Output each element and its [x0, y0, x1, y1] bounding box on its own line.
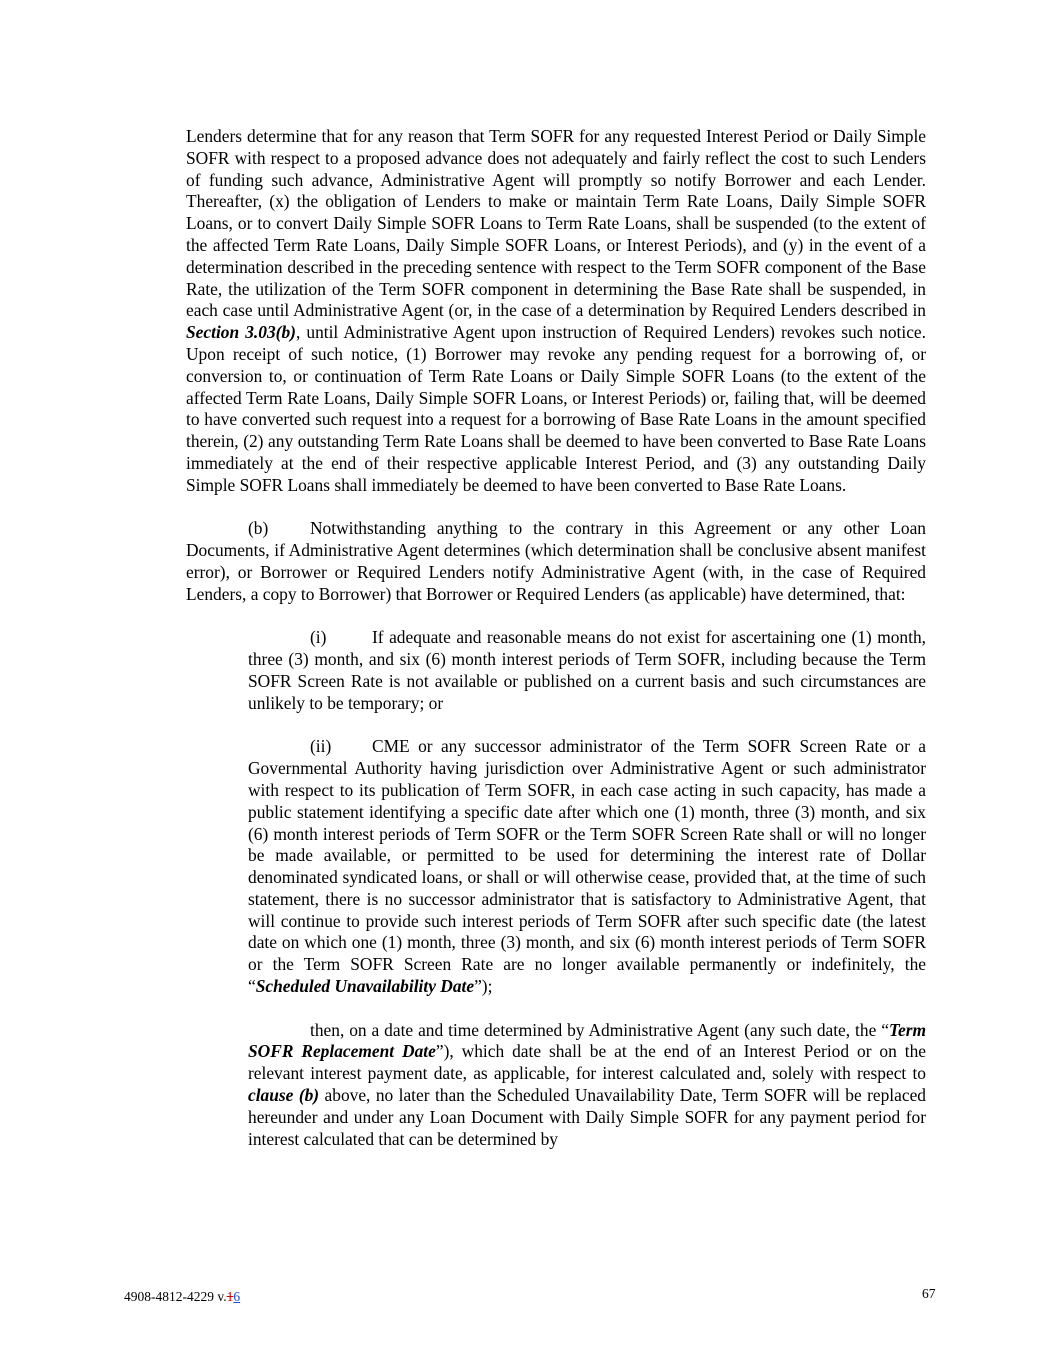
page-number: 67: [922, 1286, 936, 1301]
subclause-block: [248, 627, 926, 1150]
subclause-ii-text: CME or any successor administrator of the Term SOFR Screen Rate or a Governmental Authority having jurisdiction over Administrative Agent or such administrator with respect to its publication of Term SOFR, in each case acting in such capacity, has made a public statement identifying a specific date after which one (1) month, three (3) month, and six (6) month interest periods of Term SOFR or the Term SOFR Screen Rate shall or will no longer be made available, or permitted to be used for determining the interest rate of Dollar denominated syndicated loans, or shall or will otherwise cease, provided that, at the time of such statement, there is no successor administrator that is satisfactory to Administrative Agent, that will continue to provide such interest periods of Term SOFR after such specific date (the latest date on which one (1) month, three (3) month, and six (6) month interest periods of Term SOFR or the Term SOFR Screen Rate are no longer available permanently or indefinitely, the “: [248, 736, 926, 997]
version-deleted: 1: [226, 1289, 234, 1304]
paragraph-spacer: [186, 606, 926, 628]
paragraph-text-tail: , until Administrative Agent upon instruction of Required Lenders) revokes such notice. Upon receipt of such notice, (1) Borrower may revoke any pending request for a borrowing of, or conversion to, or continuation of Term Rate Loans or Daily Simple SOFR Loans (to the extent of the affected Term Rate Loans, Daily Simple SOFR Loans, or Interest Periods) or, failing that, will be deemed to have converted such request into a request for a borrowing of Base Rate Loans in the amount specified therein, (2) any outstanding Term Rate Loans shall be deemed to have been converted to Base Rate Loans immediately at the end of their respective applicable Interest Period, and (3) any outstanding Daily Simple SOFR Loans shall immediately be deemed to have been converted to Base Rate Loans.: [186, 322, 926, 495]
section-reference: Section 3.03(b): [186, 322, 296, 343]
paragraph-then-tail: above, no later than the Scheduled Unavailability Date, Term SOFR will be replaced hereunder and under any Loan Document with Daily Simple SOFR for any payment period for interest calculated that can be determined by: [248, 1085, 926, 1149]
subclause-ii: [248, 736, 926, 998]
clause-label-b: (b): [248, 518, 269, 539]
subclause-ii-tail: ”);: [474, 976, 493, 997]
paragraph-then-mid: ”), which date shall be at the end of an Interest Period or on the relevant interest payment date, as applicable, for interest calculated and, solely with respect to: [248, 1041, 926, 1084]
subclause-i: [248, 627, 926, 714]
document-body: [186, 126, 926, 1150]
paragraph-b-text: Notwithstanding anything to the contrary in this Agreement or any other Loan Documents, if Administrative Agent determines (which determination shall be conclusive absent manifest error), or Borrower or Required Lenders notify Administrative Agent (with, in the case of Required Lenders, a copy to Borrower) that Borrower or Required Lenders (as applicable) have determined, that:: [186, 518, 926, 604]
paragraph-continuation: [186, 126, 926, 497]
clause-label-i: (i): [310, 627, 327, 648]
document-id-prefix: 4908-4812-4229 v.: [124, 1289, 227, 1304]
clause-label-ii: (ii): [310, 736, 332, 757]
paragraph-spacer: [248, 715, 926, 737]
paragraph-b: [186, 518, 926, 605]
footer-document-id: [124, 1289, 240, 1305]
subclause-i-text: If adequate and reasonable means do not exist for ascertaining one (1) month, three (3) month, and six (6) month interest periods of Term SOFR, including because the Term SOFR Screen Rate is not available or published on a current basis and such circumstances are unlikely to be temporary; or: [248, 627, 926, 713]
defined-term-term-sofr-replacement-date: Term SOFR Replacement Date: [248, 1019, 926, 1062]
paragraph-spacer: [186, 497, 926, 519]
paragraph-then-head: then, on a date and time determined by Administrative Agent (any such date, the “: [310, 1019, 889, 1040]
defined-term-scheduled-unavailability-date: Scheduled Unavailability Date: [255, 976, 475, 997]
paragraph-spacer: [248, 998, 926, 1020]
clause-reference: clause (b): [248, 1085, 320, 1106]
paragraph-text: Lenders determine that for any reason that Term SOFR for any requested Interest Period or Daily Simple SOFR with respect to a proposed advance does not adequately and fairly reflect the cost to such Lenders of funding such advance, Administrative Agent will promptly so notify Borrower and each Lender. Thereafter, (x) the obligation of Lenders to make or maintain Term Rate Loans, Daily Simple SOFR Loans, or to convert Daily Simple SOFR Loans to Term Rate Loans, shall be suspended (to the extent of the affected Term Rate Loans, Daily Simple SOFR Loans, or Interest Periods), and (y) in the event of a determination described in the preceding sentence with respect to the Term SOFR component of the Base Rate, the utilization of the Term SOFR component in determining the Base Rate shall be suspended, in each case until Administrative Agent (or, in the case of a determination by Required Lenders described in: [186, 126, 926, 321]
paragraph-then: [248, 1020, 926, 1151]
version-inserted: 6: [233, 1289, 241, 1304]
